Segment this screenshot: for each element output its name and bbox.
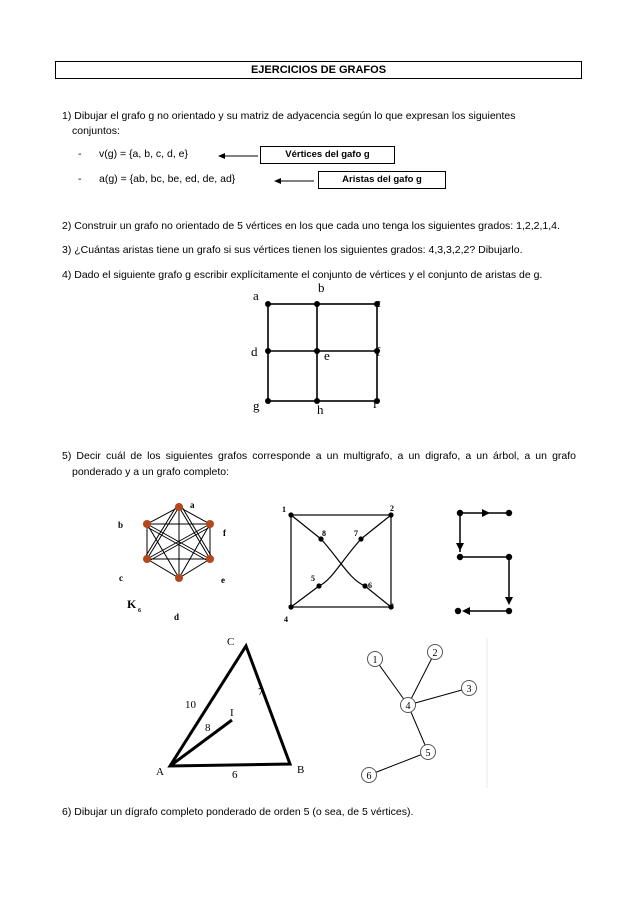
- grid-graph: [245, 280, 395, 415]
- vertex-6: [362, 583, 367, 588]
- vertex-d: [175, 574, 183, 582]
- tree-label-3: 3: [466, 684, 472, 695]
- vertex-5: [316, 583, 321, 588]
- label-i: i: [373, 396, 377, 411]
- label-6: 6: [368, 581, 372, 590]
- path-vertex: [455, 608, 461, 614]
- exercise-4-text: 4) Dado el siguiente grafo g escribir explícitamente el conjunto de vértices y el conjunto de aristas de g.: [62, 269, 543, 281]
- label-a: a: [190, 500, 195, 510]
- exercise-2-text: 2) Construir un grafo no orientado de 5 vértices en los que cada uno tenga los siguientes grados: 1,2,2,1,4.: [62, 220, 560, 232]
- label-b: b: [118, 520, 124, 530]
- k6-name: K: [127, 597, 137, 611]
- path-vertex: [457, 554, 463, 560]
- k6-graph: [110, 492, 250, 632]
- label-d: d: [174, 612, 180, 622]
- label-e: e: [324, 348, 330, 363]
- vertex-g: [265, 398, 271, 404]
- path-vertex: [506, 554, 512, 560]
- vertex-e: [206, 555, 214, 563]
- arrow-left-icon: [274, 178, 314, 184]
- vertex-f: [206, 520, 214, 528]
- vertex-c: [143, 555, 151, 563]
- label-4: 4: [284, 615, 288, 624]
- label-h: h: [317, 402, 324, 415]
- arrow-down-icon: [456, 543, 464, 551]
- arrow-right-icon: [482, 509, 490, 517]
- label-8: 8: [322, 529, 326, 538]
- label-1: 1: [282, 505, 286, 514]
- k6-subscript: 6: [138, 608, 141, 614]
- tree-label-6: 6: [366, 771, 372, 782]
- label-b: b: [318, 280, 325, 295]
- vertex-b: [143, 520, 151, 528]
- path-vertex: [506, 510, 512, 516]
- bullet-dash: -: [78, 173, 82, 185]
- tree-graph: [352, 638, 492, 788]
- label-c: c: [375, 295, 381, 310]
- label-i: I: [230, 707, 234, 719]
- exercise-5-text: 5) Decir cuál de los siguientes grafos corresponde a un multigrafo, a un digrafo, a un árbol, a un grafo: [62, 450, 576, 462]
- label-5: 5: [311, 574, 315, 583]
- label-7: 7: [354, 529, 358, 538]
- label-2: 2: [390, 504, 394, 513]
- exercise-6-text: 6) Dibujar un dígrafo completo ponderado de orden 5 (o sea, de 5 vértices).: [62, 806, 414, 818]
- vertex-b: [314, 301, 320, 307]
- path-vertex: [506, 608, 512, 614]
- weight-6: 6: [232, 769, 238, 781]
- edge-set: a(g) = {ab, bc, be, ed, de, ad}: [99, 173, 236, 185]
- vertex-7: [358, 536, 363, 541]
- tree-label-5: 5: [425, 748, 431, 759]
- label-b: B: [297, 764, 305, 776]
- label-f: f: [376, 344, 381, 359]
- tree-label-1: 1: [372, 655, 378, 666]
- arrow-left-icon: [462, 607, 470, 615]
- vertex-set: v(g) = {a, b, c, d, e}: [99, 148, 189, 160]
- exercise-5-text-cont: ponderado y a un grafo completo:: [72, 466, 230, 478]
- label-a: a: [253, 288, 259, 303]
- tree-label-4: 4: [405, 701, 411, 712]
- weighted-graph: [150, 630, 320, 785]
- vertex-d: [265, 348, 271, 354]
- path-vertex: [457, 510, 463, 516]
- vertex-a: [265, 301, 271, 307]
- vertex-2: [388, 512, 393, 517]
- vertex-a: [175, 503, 183, 511]
- exercise-3-text: 3) ¿Cuántas aristas tiene un grafo si sus vértices tienen los siguientes grados: 4,3,3,2,2? Dibujarlo.: [62, 244, 523, 256]
- label-f: f: [223, 528, 226, 538]
- square-graph: [280, 500, 405, 630]
- label-c: C: [227, 636, 235, 648]
- label-g: g: [253, 398, 260, 413]
- exercise-1-text: 1) Dibujar el grafo g no orientado y su matriz de adyacencia según lo que expresan los siguientes: [62, 110, 516, 122]
- vertex-4: [288, 604, 293, 609]
- label-d: d: [251, 344, 258, 359]
- weight-7: 7: [258, 686, 264, 698]
- vertex-e: [314, 348, 320, 354]
- label-e: e: [221, 575, 225, 585]
- arrow-down-icon: [505, 597, 513, 605]
- arrow-left-icon: [218, 153, 258, 159]
- label-a: A: [156, 766, 164, 778]
- exercise-1-text-cont: conjuntos:: [72, 125, 120, 137]
- vertex-1: [288, 512, 293, 517]
- page-title: EJERCICIOS DE GRAFOS: [55, 61, 582, 79]
- edge-tag: Aristas del gafo g: [318, 171, 446, 189]
- weight-10: 10: [185, 699, 196, 711]
- label-3: 3: [390, 602, 394, 611]
- label-c: c: [119, 573, 123, 583]
- digraph: [445, 500, 525, 625]
- tree-label-2: 2: [432, 648, 438, 659]
- weight-8: 8: [205, 722, 211, 734]
- vertex-tag: Vértices del gafo g: [260, 146, 395, 164]
- bullet-dash: -: [78, 148, 82, 160]
